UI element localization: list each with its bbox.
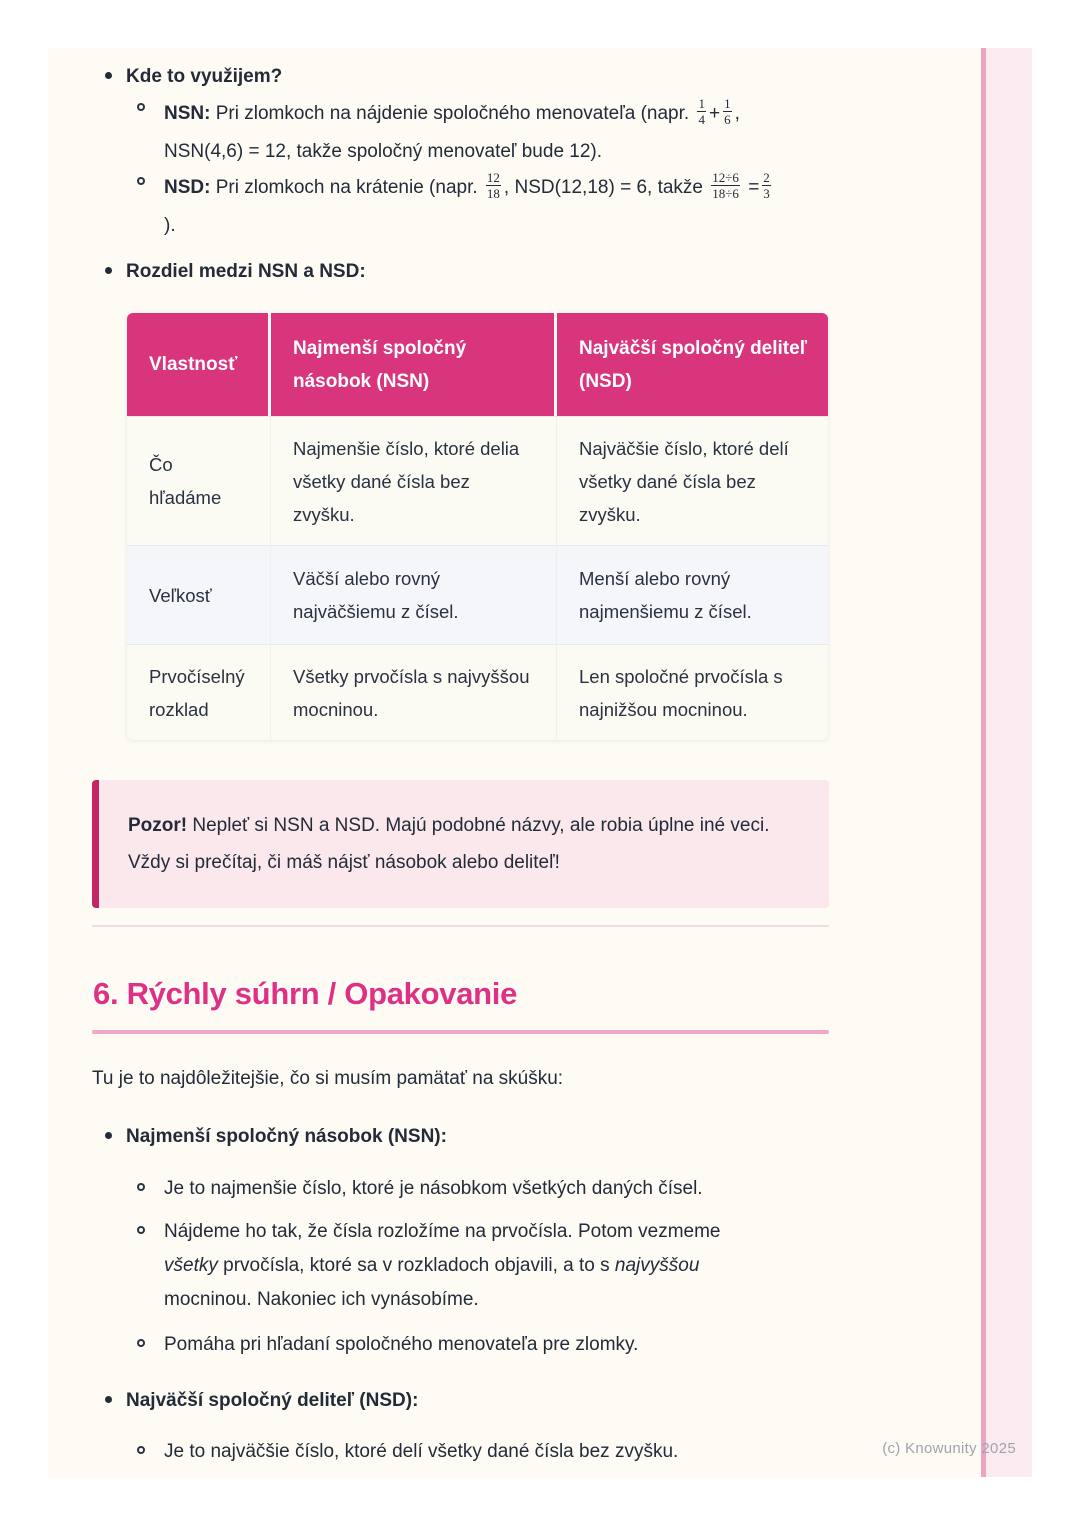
table-cell: Najväčšie číslo, ktoré delí všetky dané čísla bez zvyšku. (557, 416, 828, 545)
bullet-dot-icon (105, 267, 112, 274)
bullet-circle-icon (137, 1339, 145, 1347)
list-item-nsd-usage (137, 166, 854, 244)
bullet-dot-icon (105, 72, 112, 79)
bullet-circle-icon (137, 177, 145, 185)
section-heading: 6. Rýchly súhrn / Opakovanie (93, 976, 518, 1011)
bullet-circle-icon (137, 1226, 145, 1234)
list-item-nsn-usage (137, 92, 844, 170)
bullet-circle-icon (137, 1183, 145, 1191)
fraction: $\frac{12\div 6}{18\div 6}$ (712, 169, 739, 201)
table-cell: Menší alebo rovný najmenšiemu z čísel. (557, 545, 828, 644)
fraction: $\frac{2}{3}$ (763, 169, 770, 201)
table-cell: Najmenšie číslo, ktoré delia všetky dané čísla bez zvyšku. (271, 416, 557, 545)
document-page (48, 48, 1032, 1477)
bullet-dot-icon (105, 1396, 112, 1403)
comparison-table (127, 313, 828, 740)
usage-title: Kde to využijem? (126, 66, 283, 87)
summary-intro: Tu je to najdôležitejšie, čo si musím pamätať na skúšku: (92, 1068, 564, 1089)
list-item: Pomáha pri hľadaní spoločného menovateľa pre zlomky. (137, 1328, 814, 1361)
bullet-nsn-summary-title (105, 1120, 447, 1153)
table-cell: Všetky prvočísla s najvyššou mocninou. (271, 644, 557, 740)
bullet-dot-icon (105, 1132, 112, 1139)
table-header-cell: Najväčší spoločný deliteľ (NSD) (557, 313, 828, 416)
table-header-cell: Najmenší spoločný násobok (NSN) (271, 313, 557, 416)
nsd-usage-line2: ). (164, 215, 176, 236)
table-header-cell: Vlastnosť (127, 313, 271, 416)
bullet-circle-icon (137, 103, 145, 111)
warning-text: Nepleť si NSN a NSD. Majú podobné názvy, ale robia úplne iné veci. Vždy si prečítaj, či máš nájsť násobok alebo deliteľ! (128, 815, 770, 873)
fraction: $\frac{12}{18}$ (486, 169, 500, 201)
nsd-usage-line1: NSD: Pri zlomkoch na krátenie (napr. $\frac{12}{18}$ , NSD(12,18) = 6, takže $\frac{12\div 6}{18\div 6}$ = $\frac{2}{3}$ (164, 169, 770, 201)
table-cell: Veľkosť (127, 545, 271, 644)
table-cell: Prvočíselný rozklad (127, 644, 271, 740)
diff-title: Rozdiel medzi NSN a NSD: (126, 261, 366, 282)
table-cell: Väčší alebo rovný najväčšiemu z čísel. (271, 545, 557, 644)
section-divider (92, 925, 829, 927)
watermark: (c) Knowunity 2025 (882, 1440, 1016, 1457)
warning-label: Pozor! (128, 815, 188, 836)
nsn-usage-line2: NSN(4,6) = 12, takže spoločný menovateľ bude 12). (164, 141, 603, 162)
warning-callout (92, 780, 829, 908)
bullet-nsd-summary-title (105, 1384, 418, 1417)
fraction: $\frac{1}{4}$ (698, 95, 705, 127)
heading-underline (92, 1030, 829, 1034)
fraction: $\frac{1}{6}$ (724, 95, 731, 127)
nsd-summary-title: Najväčší spoločný deliteľ (NSD): (126, 1390, 419, 1411)
list-item: Nájdeme ho tak, že čísla rozložíme na prvočísla. Potom vezmeme všetky prvočísla, ktoré sa v rozkladoch objavili, a to s najvyššou mocninou. Nakoniec ich vynásobíme. (137, 1215, 814, 1317)
list-item: Je to najmenšie číslo, ktoré je násobkom všetkých daných čísel. (137, 1172, 814, 1205)
table-cell: Len spoločné prvočísla s najnižšou mocninou. (557, 644, 828, 740)
table-cell: Čo hľadáme (127, 416, 271, 545)
list-item: Je to najväčšie číslo, ktoré delí všetky dané čísla bez zvyšku. (137, 1435, 814, 1468)
bullet-usage-title (105, 60, 282, 93)
page-edge-decoration (981, 48, 1032, 1477)
nsn-summary-title: Najmenší spoločný násobok (NSN): (126, 1126, 447, 1147)
bullet-circle-icon (137, 1446, 145, 1454)
nsn-usage-line1: NSN: Pri zlomkoch na nájdenie spoločného menovateľa (napr. $\frac{1}{4}$ + $\frac{1}{6}$ , (164, 95, 740, 127)
bullet-diff-title (105, 255, 366, 288)
